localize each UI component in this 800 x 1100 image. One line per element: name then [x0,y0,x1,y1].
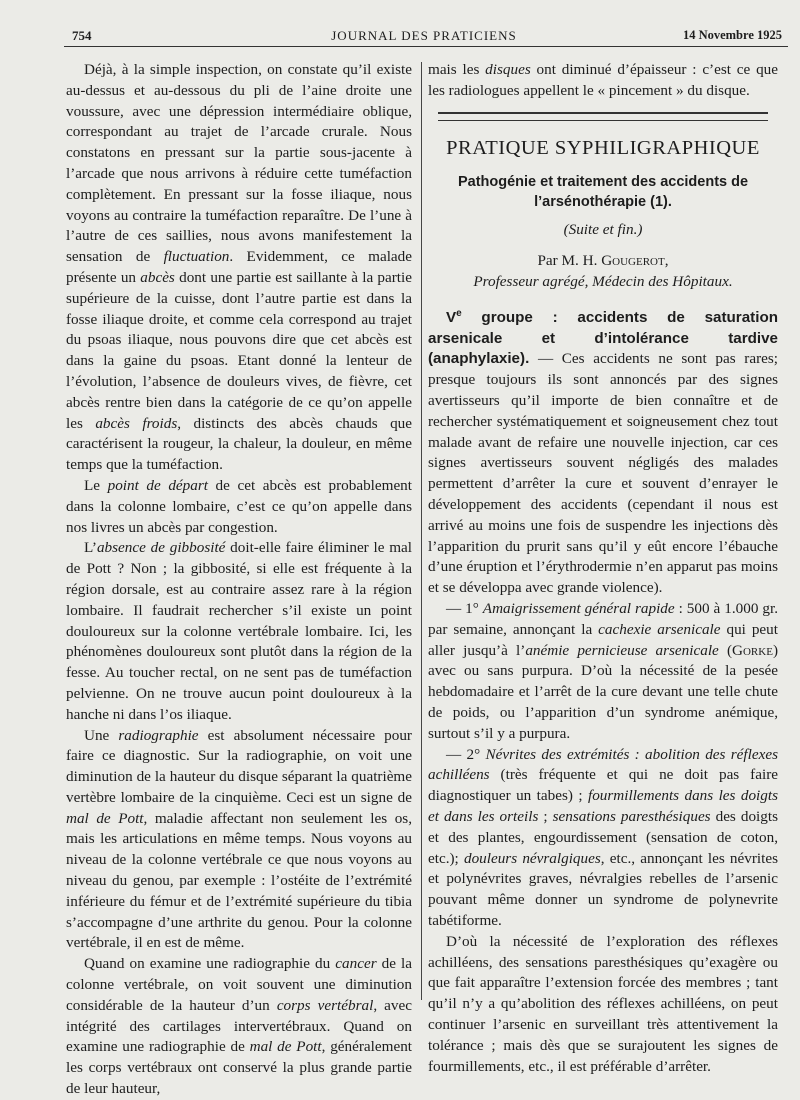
article-subtitle: (Suite et fin.) [563,221,643,239]
article-title: Pathogénie et traitement des accidents de l’arsénothérapie (1). [457,174,749,211]
paragraph: Déjà, à la simple inspection, on constate qu’il existe au-dessus et au-dessous du pli de l’aine droite une voussure, avec une dépression intermédiaire oblique, correspondant au trajet de l’arcade crurale. Nous constatons en pressant sur la partie sous-jacente à l’arcade que nous arrivons à réduire cette tuméfaction complètement. En pressant sur la fosse iliaque, nous voyons au contraire la tuméfaction reparaître. De l’une à l’autre de ces saillies, nous avons manifestement la sensation de fluctuation. Evidemment, ce malade présente un abcès dont une partie est saillante à la partie supérieure de la cuisse, dont l’autre partie est dans la fosse iliaque droite, et comme cela correspond au trajet du psoas iliaque, nous pouvons dire que cet abcès est dans la gaine du psoas. Etant donné la lenteur de l’évolution, l’absence de douleurs vives, de fièvre, cet abcès rentre bien dans la catégorie de ce qu’on appelle les abcès froids, distincts des abcès chauds que caractérisent la rougeur, la chaleur, la douleur, en même temps que la tuméfaction. [66,61,413,474]
paragraph: mais les disques ont diminué d’épaisseur : c’est ce que les radiologues appellent le « pincement » du disque. [428,61,779,99]
header-rule [64,46,788,47]
column-divider [421,62,422,1000]
paragraph: D’où la nécessité de l’exploration des réflexes achilléens, des sensations paresthésiques qu’exagère ou que fait apparaître l’extension forcée des membres ; tant qu’il n’y a qu’abolition des réflexes achilléens, on peut continuer l’arsenic en surveillant très attentivement la tolérance ; mais dès que se surajoutent les signes de fourmillements, etc., il est préférable d’arrêter. [428,932,778,1075]
page-number: 754 [72,28,92,43]
section-divider [438,112,768,121]
left-column [66,60,412,1100]
paragraph: Quand on examine une radiographie du cancer de la colonne vertébrale, on voit souvent une diminution considérable de la hauteur d’un corps vertébral, avec intégrité des cartilages intervertébraux. Quand on examine une radiographie de mal de Pott, généralement les corps vertébraux ont conservé la plus grande partie de leur hauteur, [66,955,413,1098]
section-title: PRATIQUE SYPHILIGRAPHIQUE [446,136,760,159]
paragraph: L’absence de gibbosité doit-elle faire éliminer le mal de Pott ? Non ; la gibbosité, si elle est fréquente à la région dorsale, est au contraire assez rare à la région lombaire. Il faudrait rechercher s’il existe un point douloureux sur la colonne vertébrale lombaire. Ici, les phénomènes douloureux sont plutôt dans la région de la fesse. Au toucher rectal, on ne sent pas de tuméfaction pelvienne. On ne trouve aucun point douloureux à la hanche ni dans l’os iliaque. [66,539,413,723]
author-role: Professeur agrégé, Médecin des Hôpitaux. [473,272,733,290]
article-author: Par M. H. Gougerot, [537,252,669,270]
paragraph: Le point de départ de cet abcès est probablement dans la colonne lombaire, c’est ce qu’on appelle dans nos livres un abcès par congestion. [66,476,413,536]
paragraph: — 2° Névrites des extrémités : abolition des réflexes achilléens (très fréquente et qui ne doit pas faire diagnostiquer un tabes) ; fourmillements dans les doigts et dans les orteils ; sensations paresthésiques des doigts et des plantes, engourdissement (sensation de coton, etc.); douleurs névralgiques, etc., annonçant les névrites et polynévrites graves, névralgies rebelles de l’arsenic pouvant même donner un syndrome de polynevrite tabétiforme. [428,745,779,929]
paragraph: Une radiographie est absolument nécessaire pour faire ce diagnostic. Sur la radiographie, on voit une diminution de la hauteur du disque séparant la quatrième vertèbre lombaire de la cinquième. Ceci est un signe de mal de Pott, maladie affectant non seulement les os, mais les articulations en même temps. Nous voyons au niveau de la colonne vertébrale ce que nous voyons au niveau du genou, par exemple : l’ostéite de l’extrémité inférieure du fémur et de l’extrémité supérieure du tibia s’accompagne d’une arthrite du genou. Pour la colonne vertébrale, il en est de même. [66,726,412,952]
right-column [428,60,778,1077]
paragraph: — 1° Amaigrissement général rapide : 500 à 1.000 gr. par semaine, annonçant la cachexie arsenicale qui peut aller jusqu’à l’anémie pernicieuse arsenicale (Gorke) avec ou sans purpura. D’où la nécessité de la pesée hebdomadaire et l’arrêt de la cure devant une telle chute de poids, ou l’apparition d’un syndrome anémique, surtout s’il y a purpura. [428,600,778,742]
issue-date: 14 Novembre 1925 [682,28,782,42]
journal-title: JOURNAL DES PRATICIENS [331,28,517,43]
running-header [62,28,786,48]
paragraph: Ve groupe : accidents de saturation arsenicale et d’intolérance tardive (anaphylaxie). — Ces accidents ne sont pas rares; presque toujours ils sont annoncés par des signes avertisseurs qu’il importe de bien connaître et de rechercher systématiquement et soigneusement chez tout malade avant de refaire une nouvelle injection, car ces signes avertisseurs souvent négligés des malades permettent d’arrêter la cure et souvent d’enrayer le développement des accidents (cependant il nous est arrivé au moins une fois de suspendre les injections dès l’apparition du prurit sans qu’il y eût encore l’ébauche d’une éruption et l’érythrodermie n’en apparut pas moins et se développa avec grande violence). [428,307,778,597]
